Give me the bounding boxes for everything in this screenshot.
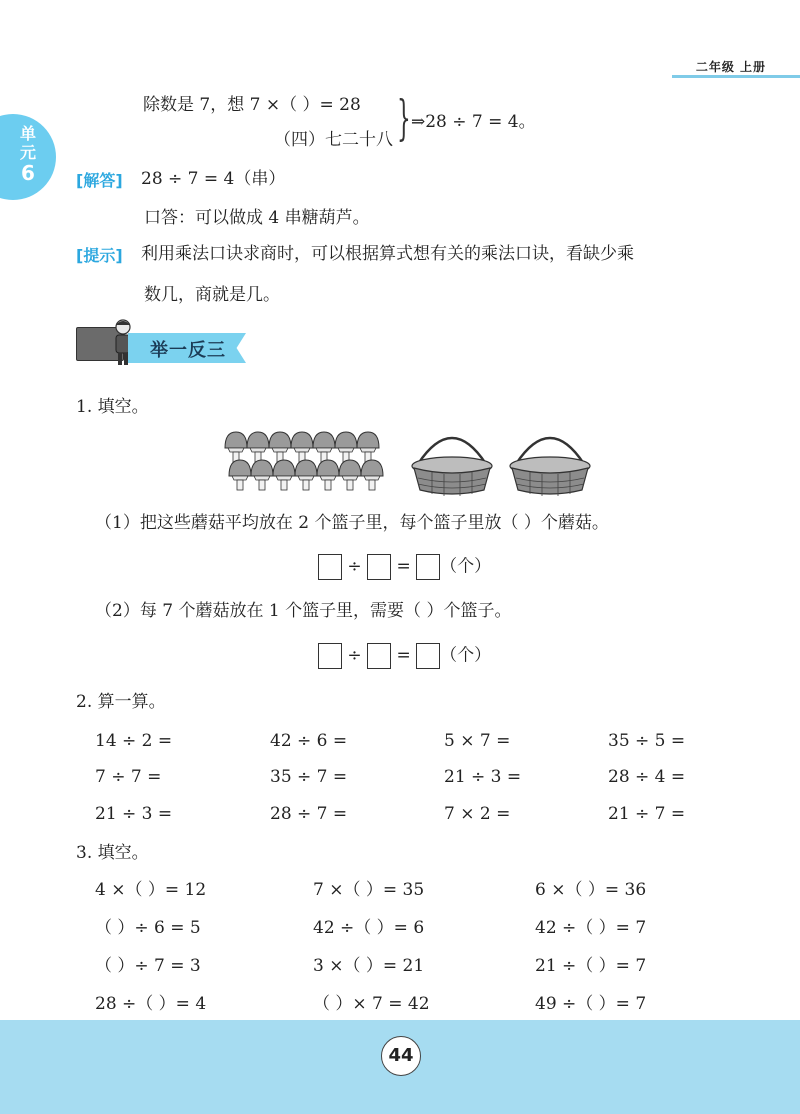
unit-badge-char2: 元 xyxy=(19,143,36,162)
q2-item: 7 × 2 = xyxy=(444,804,511,824)
equals-sign: = xyxy=(396,645,411,666)
hint-line-2: 数几，商就是几。 xyxy=(144,285,280,305)
q2-item: 21 ÷ 3 = xyxy=(444,767,522,787)
divide-sign: ÷ xyxy=(347,556,362,577)
q3-item: （ ）÷ 7 = 3 xyxy=(95,956,201,976)
brace-icon: } xyxy=(397,90,411,146)
unit-label: （个） xyxy=(440,645,492,666)
answer-equation: 28 ÷ 7 = 4（串） xyxy=(141,169,286,189)
answer-box[interactable] xyxy=(318,643,342,669)
header-rule xyxy=(672,75,800,78)
q1-title: 1. 填空。 xyxy=(76,397,149,417)
q2-title: 2. 算一算。 xyxy=(76,692,166,712)
solution-line-b: （四）七二十八 xyxy=(274,130,393,150)
answer-tag: [解答] xyxy=(76,171,123,190)
answer-box[interactable] xyxy=(318,554,342,580)
q1-equation-1 xyxy=(318,554,491,580)
q2-item: 14 ÷ 2 = xyxy=(95,731,173,751)
answer-box[interactable] xyxy=(416,554,440,580)
q3-item: 49 ÷（ ）= 7 xyxy=(535,994,647,1014)
q3-title: 3. 填空。 xyxy=(76,843,149,863)
answer-box[interactable] xyxy=(416,643,440,669)
solution-line-a: 除数是 7，想 7 ×（ ）= 28 xyxy=(143,95,361,115)
q3-item: 6 ×（ ）= 36 xyxy=(535,880,647,900)
page-number: 44 xyxy=(381,1036,421,1076)
answer-box[interactable] xyxy=(367,554,391,580)
q1-part2: （2）每 7 个蘑菇放在 1 个篮子里，需要（ ）个篮子。 xyxy=(95,601,512,621)
q2-item: 7 ÷ 7 = xyxy=(95,767,162,787)
divide-sign: ÷ xyxy=(347,645,362,666)
hint-line-1: 利用乘法口诀求商时，可以根据算式想有关的乘法口诀，看缺少乘 xyxy=(141,244,634,264)
q3-item: 42 ÷（ ）= 6 xyxy=(313,918,425,938)
unit-badge-number: 6 xyxy=(21,161,35,185)
q3-item: 3 ×（ ）= 21 xyxy=(313,956,425,976)
unit-label: （个） xyxy=(440,556,492,577)
unit-badge xyxy=(0,114,56,200)
q3-item: 28 ÷（ ）= 4 xyxy=(95,994,207,1014)
q1-equation-2 xyxy=(318,643,491,669)
unit-badge-char1: 单 xyxy=(19,124,36,143)
q2-item: 5 × 7 = xyxy=(444,731,511,751)
answer-box[interactable] xyxy=(367,643,391,669)
q3-item: 21 ÷（ ）= 7 xyxy=(535,956,647,976)
mushroom-basket-illustration xyxy=(224,426,604,498)
equals-sign: = xyxy=(396,556,411,577)
banner-title: 举一反三 xyxy=(150,340,226,361)
solution-result: ⇒28 ÷ 7 = 4。 xyxy=(411,112,536,132)
q2-item: 42 ÷ 6 = xyxy=(270,731,348,751)
grade-label: 二年级 上册 xyxy=(695,60,766,74)
q2-item: 35 ÷ 5 = xyxy=(608,731,686,751)
q2-item: 21 ÷ 7 = xyxy=(608,804,686,824)
q3-item: （ ）× 7 = 42 xyxy=(313,994,430,1014)
hint-tag: [提示] xyxy=(76,246,123,265)
answer-text: 口答：可以做成 4 串糖葫芦。 xyxy=(144,208,370,228)
q3-item: 42 ÷（ ）= 7 xyxy=(535,918,647,938)
q2-item: 35 ÷ 7 = xyxy=(270,767,348,787)
q3-item: （ ）÷ 6 = 5 xyxy=(95,918,201,938)
q3-item: 4 ×（ ）= 12 xyxy=(95,880,207,900)
q2-item: 28 ÷ 4 = xyxy=(608,767,686,787)
q2-item: 21 ÷ 3 = xyxy=(95,804,173,824)
q1-part1: （1）把这些蘑菇平均放在 2 个篮子里，每个篮子里放（ ）个蘑菇。 xyxy=(95,513,609,533)
q2-item: 28 ÷ 7 = xyxy=(270,804,348,824)
q3-item: 7 ×（ ）= 35 xyxy=(313,880,425,900)
